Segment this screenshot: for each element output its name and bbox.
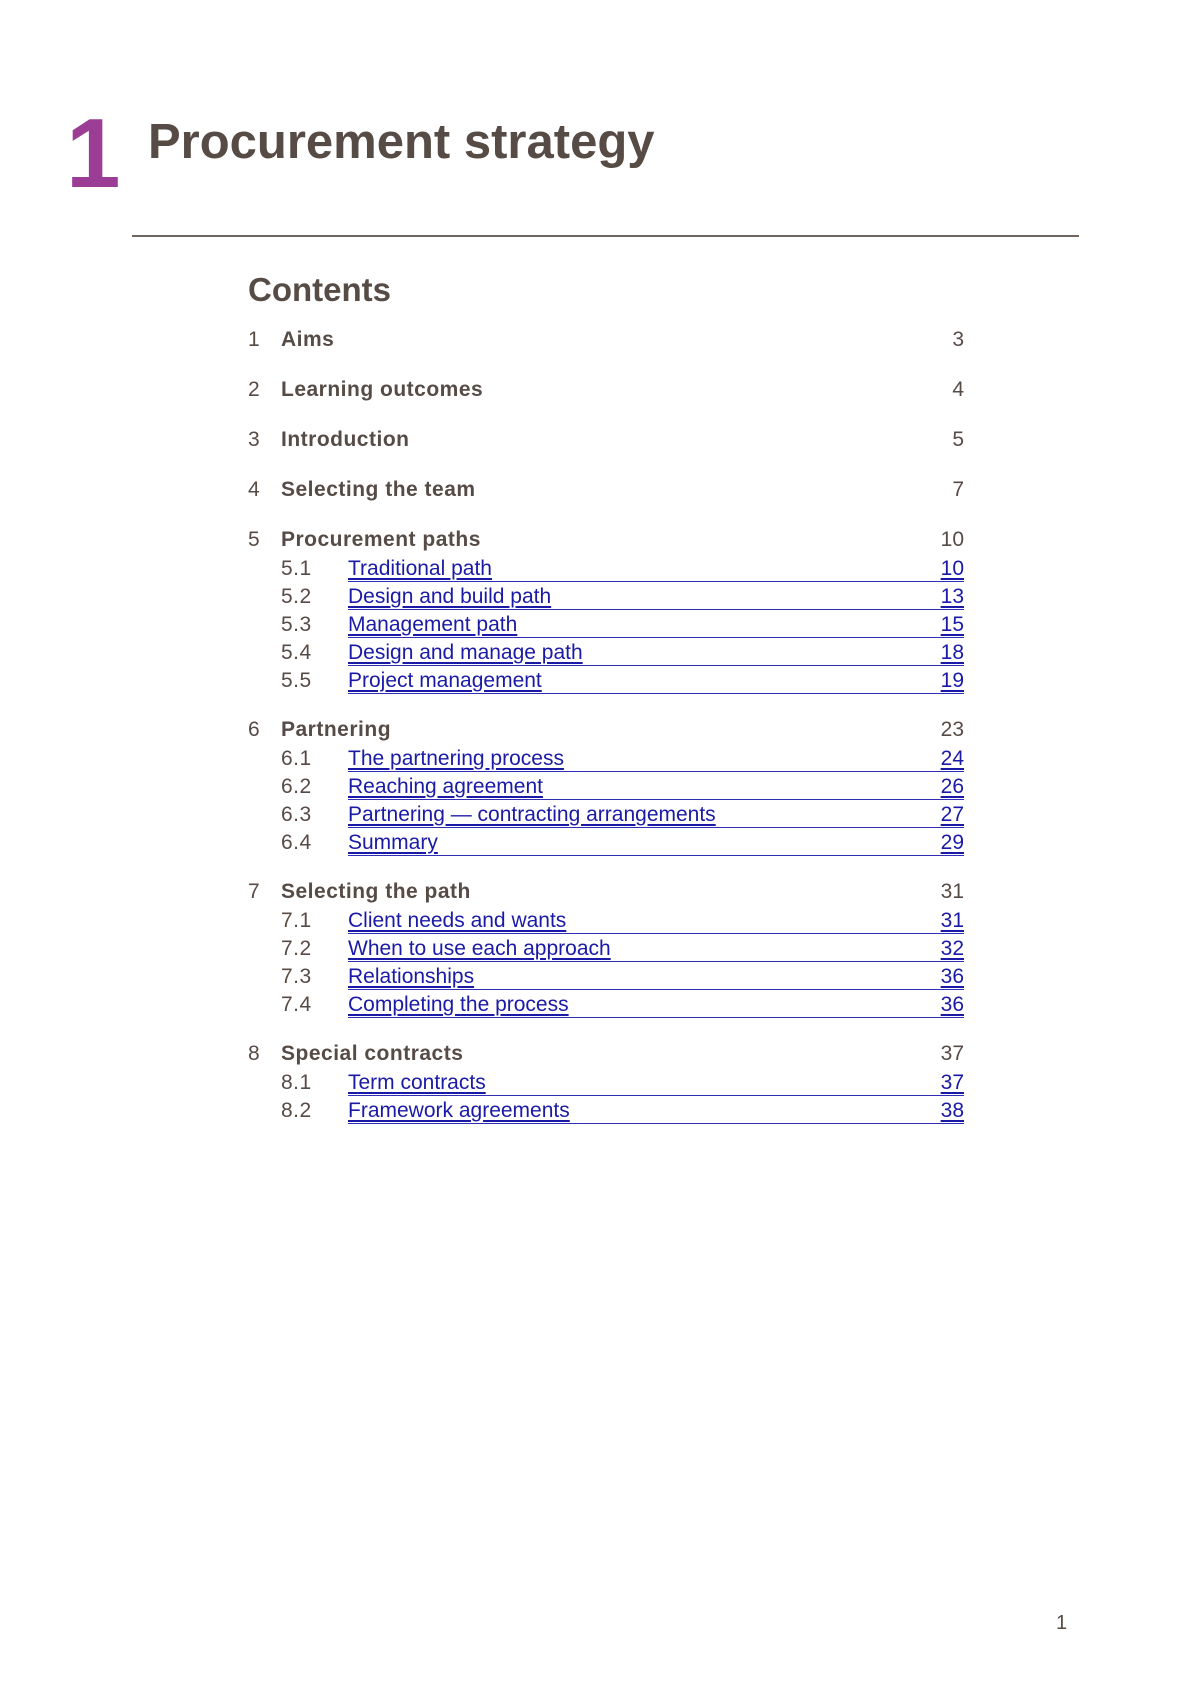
section-title: Procurement paths (281, 528, 481, 551)
section-number: 3 (248, 428, 260, 451)
toc-section (248, 375, 964, 405)
toc-section (248, 475, 964, 505)
subsection-title[interactable]: Framework agreements (348, 1099, 570, 1122)
section-title: Learning outcomes (281, 378, 484, 401)
subsection-title[interactable]: Design and manage path (348, 641, 583, 664)
section-title: Introduction (281, 428, 410, 451)
subsection-link[interactable] (348, 1071, 964, 1096)
section-page: 23 (940, 718, 964, 741)
subsection-page[interactable]: 31 (940, 909, 964, 932)
toc-subsection-row (281, 611, 964, 639)
subsection-link[interactable] (348, 831, 964, 856)
subsection-page[interactable]: 38 (940, 1099, 964, 1122)
section-page: 10 (940, 528, 964, 551)
subsection-page[interactable]: 10 (940, 557, 964, 580)
section-page: 31 (940, 880, 964, 903)
subsection-number: 7.4 (281, 993, 312, 1016)
section-title: Special contracts (281, 1042, 464, 1065)
subsection-number: 6.1 (281, 747, 312, 770)
toc-subsection-row (281, 907, 964, 935)
subsection-page[interactable]: 32 (940, 937, 964, 960)
toc-subsection-row (281, 555, 964, 583)
toc-subsection-row (281, 639, 964, 667)
toc-section (248, 525, 964, 695)
subsection-page[interactable]: 36 (940, 993, 964, 1016)
table-of-contents (248, 325, 964, 1145)
section-title: Partnering (281, 718, 392, 741)
subsection-link[interactable] (348, 585, 964, 610)
toc-section (248, 877, 964, 1019)
subsection-page[interactable]: 37 (940, 1071, 964, 1094)
chapter-title: Procurement strategy (148, 115, 655, 169)
toc-subsection-row (281, 1097, 964, 1125)
toc-section-row (248, 325, 964, 355)
subsection-number: 5.3 (281, 613, 312, 636)
subsection-number: 8.2 (281, 1099, 312, 1122)
section-number: 5 (248, 528, 260, 551)
toc-section-row (248, 375, 964, 405)
section-number: 8 (248, 1042, 260, 1065)
subsection-link[interactable] (348, 937, 964, 962)
toc-subsection-row (281, 935, 964, 963)
subsection-page[interactable]: 29 (940, 831, 964, 854)
section-number: 2 (248, 378, 260, 401)
toc-section (248, 425, 964, 455)
subsection-number: 7.3 (281, 965, 312, 988)
toc-section-row (248, 475, 964, 505)
section-page: 5 (952, 428, 964, 451)
toc-subsection-row (281, 963, 964, 991)
subsection-page[interactable]: 26 (940, 775, 964, 798)
section-number: 7 (248, 880, 260, 903)
toc-section (248, 715, 964, 857)
subsection-number: 7.2 (281, 937, 312, 960)
toc-subsection-row (281, 1069, 964, 1097)
subsection-page[interactable]: 13 (940, 585, 964, 608)
subsection-link[interactable] (348, 775, 964, 800)
toc-subsection-row (281, 583, 964, 611)
toc-subsection-row (281, 773, 964, 801)
toc-section-row (248, 1039, 964, 1069)
subsection-page[interactable]: 19 (940, 669, 964, 692)
title-divider (132, 235, 1079, 237)
subsection-page[interactable]: 36 (940, 965, 964, 988)
toc-section (248, 325, 964, 355)
subsection-link[interactable] (348, 803, 964, 828)
section-page: 37 (940, 1042, 964, 1065)
subsection-title[interactable]: Relationships (348, 965, 475, 988)
toc-subsection-row (281, 801, 964, 829)
toc-section-row (248, 715, 964, 745)
subsection-link[interactable] (348, 1099, 964, 1124)
section-number: 4 (248, 478, 260, 501)
section-title: Aims (281, 328, 335, 351)
section-page: 7 (952, 478, 964, 501)
section-number: 6 (248, 718, 260, 741)
toc-section-row (248, 525, 964, 555)
subsection-title[interactable]: Client needs and wants (348, 909, 567, 932)
contents-heading: Contents (248, 271, 391, 308)
section-title: Selecting the path (281, 880, 471, 903)
section-number: 1 (248, 328, 260, 351)
toc-subsection-row (281, 667, 964, 695)
subsection-link[interactable] (348, 965, 964, 990)
subsection-title[interactable]: When to use each approach (348, 937, 611, 960)
subsection-title[interactable]: Traditional path (348, 557, 492, 580)
subsection-title[interactable]: Reaching agreement (348, 775, 543, 798)
subsection-title[interactable]: Completing the process (348, 993, 569, 1016)
subsection-number: 8.1 (281, 1071, 312, 1094)
section-page: 3 (952, 328, 964, 351)
section-page: 4 (952, 378, 964, 401)
subsection-title[interactable]: Partnering — contracting arrangements (348, 803, 716, 826)
subsection-title[interactable]: Summary (348, 831, 438, 854)
subsection-page[interactable]: 24 (940, 747, 964, 770)
subsection-link[interactable] (348, 909, 964, 934)
toc-subsection-row (281, 745, 964, 773)
page-number: 1 (1056, 1612, 1068, 1634)
subsection-title[interactable]: Term contracts (348, 1071, 486, 1094)
subsection-number: 5.5 (281, 669, 312, 692)
subsection-number: 7.1 (281, 909, 312, 932)
subsection-link[interactable] (348, 993, 964, 1018)
toc-subsection-row (281, 991, 964, 1019)
subsection-number: 6.2 (281, 775, 312, 798)
subsection-link[interactable] (348, 669, 964, 694)
subsection-link[interactable] (348, 613, 964, 638)
subsection-number: 5.2 (281, 585, 312, 608)
subsection-number: 6.3 (281, 803, 312, 826)
subsection-number: 5.1 (281, 557, 312, 580)
subsection-link[interactable] (348, 641, 964, 666)
chapter-number: 1 (66, 98, 121, 208)
subsection-page[interactable]: 27 (940, 803, 964, 826)
subsection-number: 6.4 (281, 831, 312, 854)
toc-subsection-row (281, 829, 964, 857)
toc-section-row (248, 425, 964, 455)
subsection-title[interactable]: Design and build path (348, 585, 552, 608)
subsection-number: 5.4 (281, 641, 312, 664)
subsection-title[interactable]: The partnering process (348, 747, 564, 770)
subsection-title[interactable]: Project management (348, 669, 542, 692)
subsection-link[interactable] (348, 747, 964, 772)
section-title: Selecting the team (281, 478, 476, 501)
subsection-page[interactable]: 18 (940, 641, 964, 664)
toc-section-row (248, 877, 964, 907)
subsection-title[interactable]: Management path (348, 613, 518, 636)
subsection-page[interactable]: 15 (940, 613, 964, 636)
subsection-link[interactable] (348, 557, 964, 582)
toc-section (248, 1039, 964, 1125)
